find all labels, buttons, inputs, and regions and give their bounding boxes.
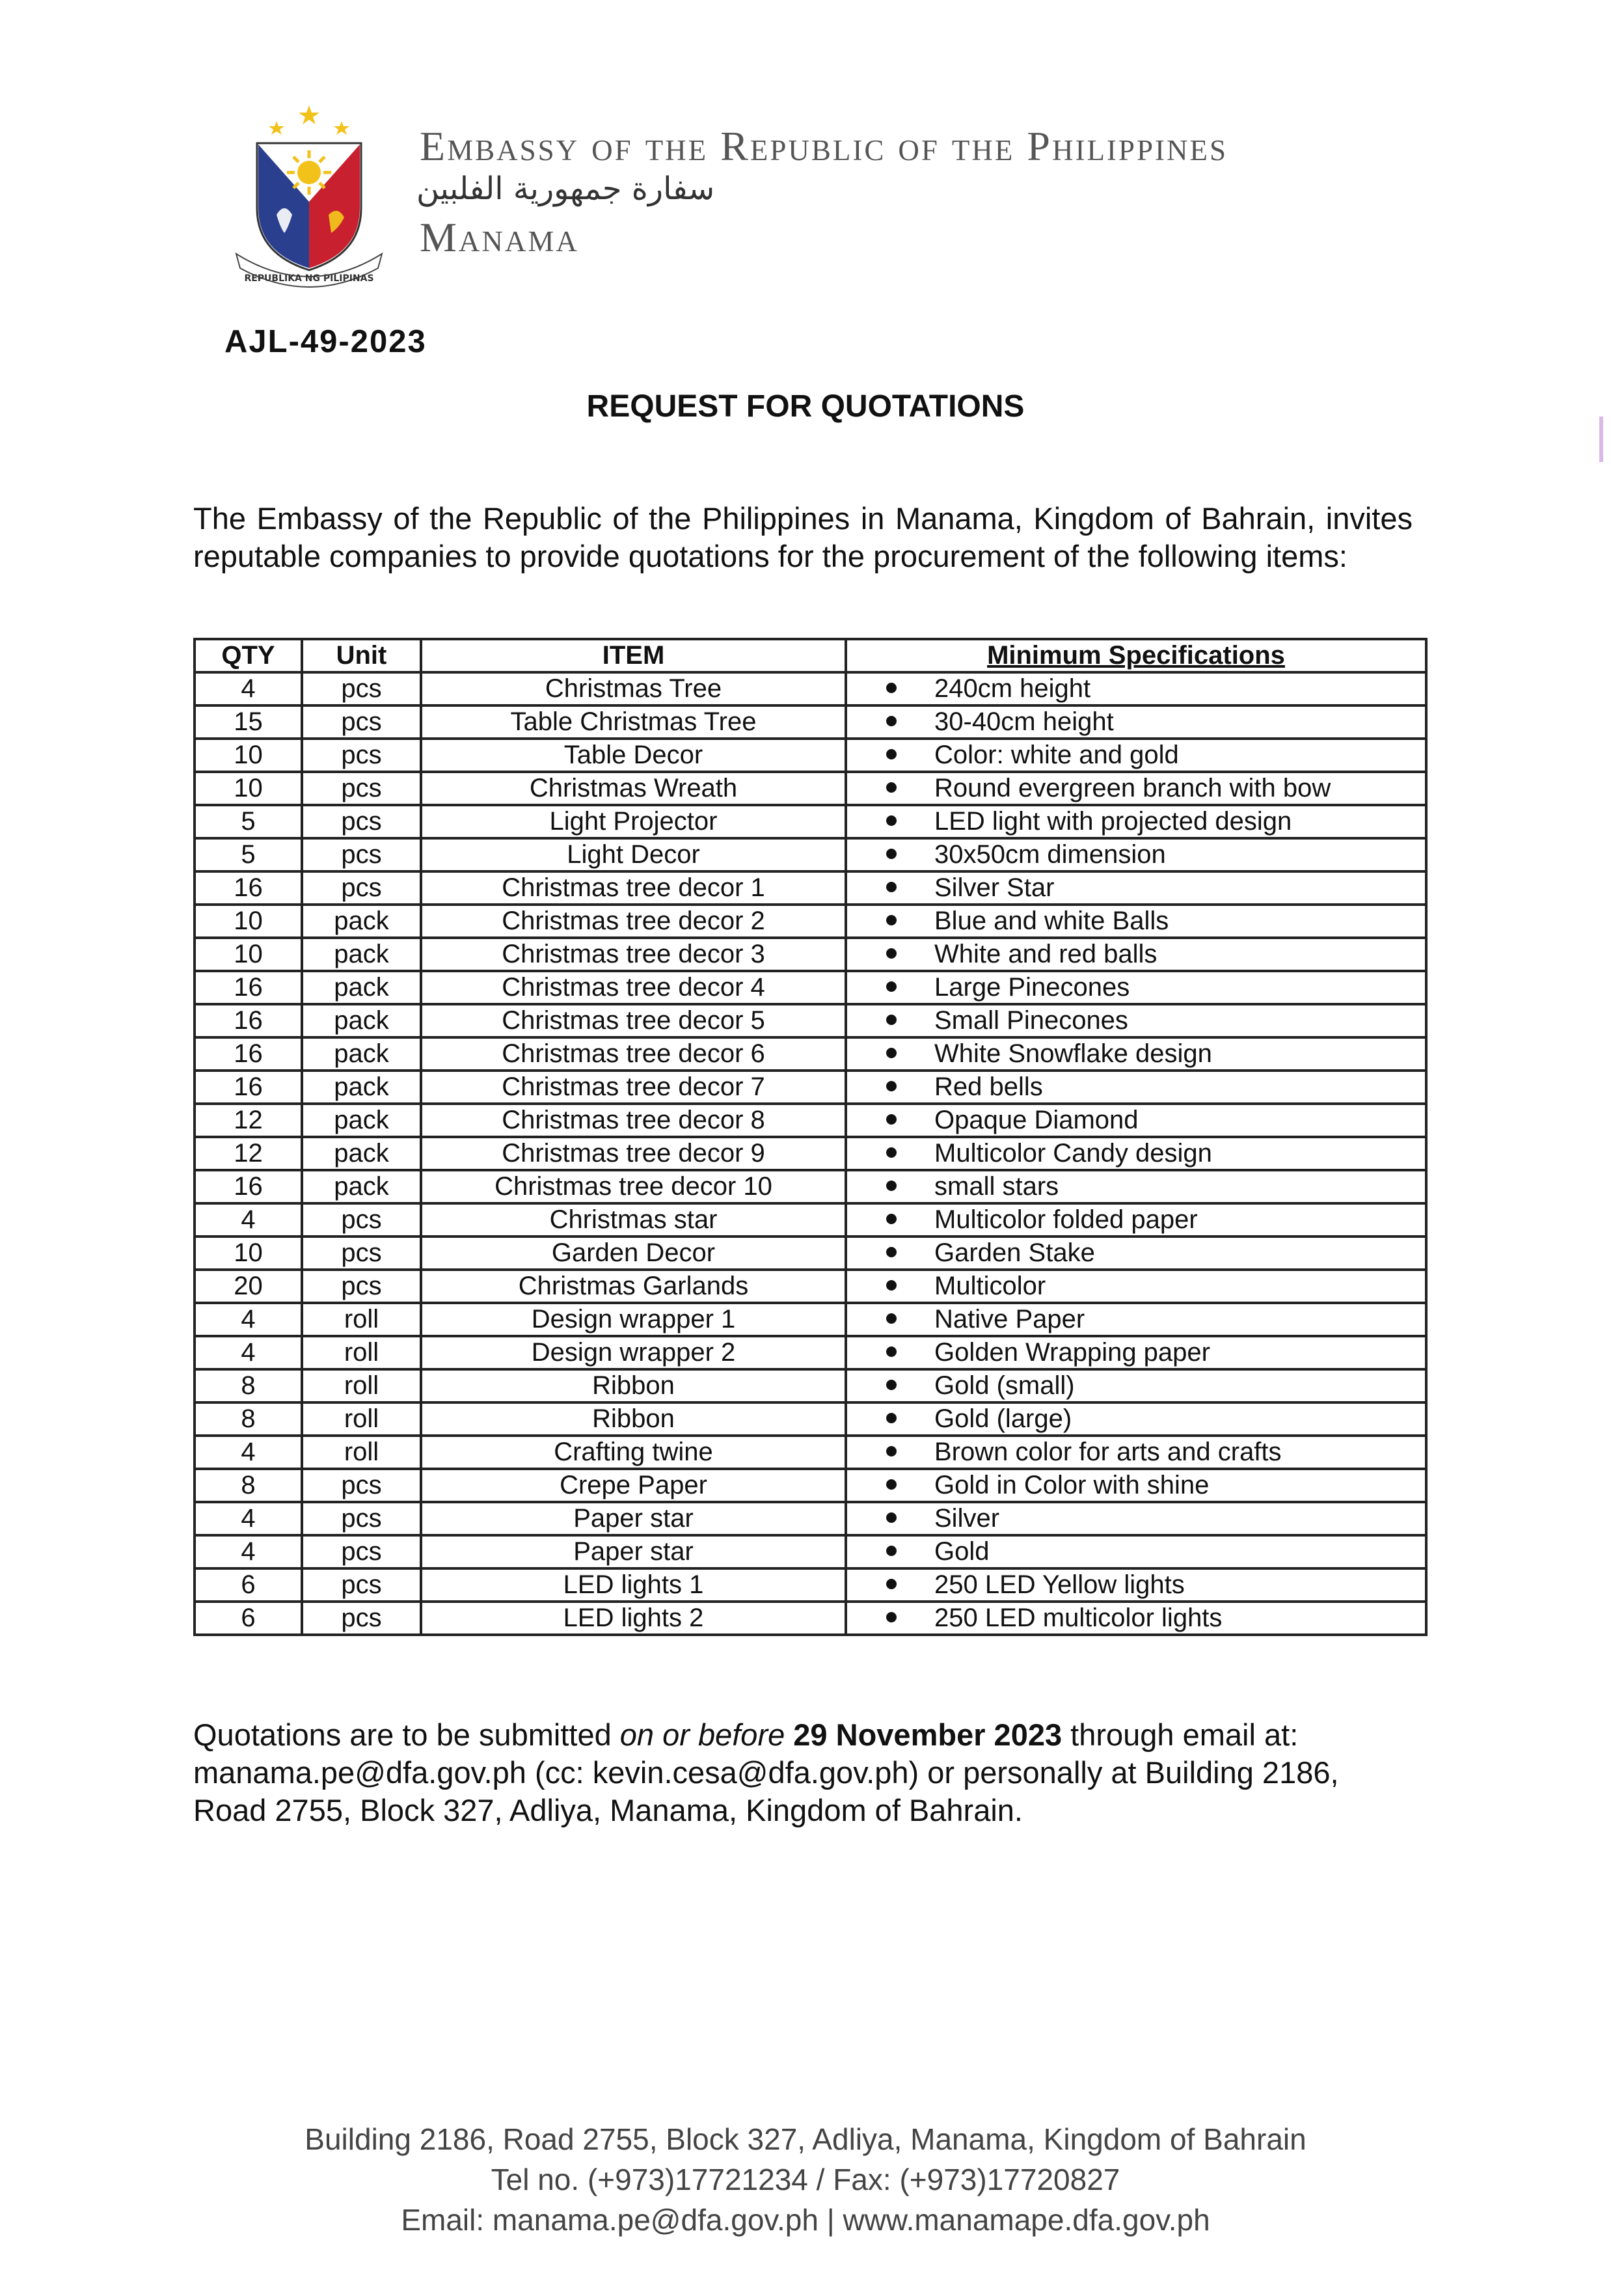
spec-text: Silver Star <box>934 873 1055 902</box>
cell-specification <box>846 1535 1426 1568</box>
bullet-icon <box>886 1546 897 1556</box>
cell-item: Christmas tree decor 1 <box>421 871 846 905</box>
bullet-icon <box>886 1114 897 1125</box>
spec-text: 240cm height <box>934 674 1091 703</box>
bullet-icon <box>886 849 897 859</box>
table-row <box>195 1237 1426 1270</box>
embassy-name-arabic: سفارة جمهورية الفلبين <box>416 171 715 207</box>
spec-text: White Snowflake design <box>934 1039 1212 1068</box>
cell-unit: pack <box>302 905 421 938</box>
cell-specification <box>846 1104 1426 1137</box>
header-item: ITEM <box>421 639 846 672</box>
cell-qty: 16 <box>195 1170 302 1203</box>
seal-star-top <box>299 105 319 124</box>
cell-qty: 10 <box>195 1237 302 1270</box>
cell-specification <box>846 1004 1426 1037</box>
bullet-icon <box>886 882 897 892</box>
bullet-icon <box>886 1479 897 1490</box>
cell-qty: 5 <box>195 805 302 838</box>
cell-unit: pack <box>302 1004 421 1037</box>
cell-item: Table Christmas Tree <box>421 705 846 739</box>
cell-specification <box>846 1071 1426 1104</box>
bullet-icon <box>886 1280 897 1291</box>
cell-item: Christmas tree decor 6 <box>421 1037 846 1071</box>
cell-qty: 16 <box>195 1071 302 1104</box>
cell-unit: pcs <box>302 838 421 871</box>
cell-qty: 10 <box>195 905 302 938</box>
cell-specification <box>846 1502 1426 1535</box>
cell-specification <box>846 871 1426 905</box>
cell-unit: pcs <box>302 871 421 905</box>
philippine-seal-logo <box>231 104 387 293</box>
table-row <box>195 1270 1426 1303</box>
table-row <box>195 1336 1426 1369</box>
closing-deadline-phrase: on or before <box>619 1717 785 1752</box>
embassy-city: Manama <box>420 214 579 260</box>
table-row <box>195 1369 1426 1402</box>
cell-item: Garden Decor <box>421 1237 846 1270</box>
spec-text: Red bells <box>934 1073 1043 1101</box>
footer-phone: Tel no. (+973)17721234 / Fax: (+973)17720827 <box>491 2163 1120 2196</box>
table-row <box>195 838 1426 871</box>
cell-unit: pcs <box>302 1568 421 1602</box>
cell-specification <box>846 705 1426 739</box>
cell-specification <box>846 1336 1426 1369</box>
cell-specification <box>846 838 1426 871</box>
cell-specification <box>846 672 1426 705</box>
table-row <box>195 1436 1426 1469</box>
spec-text: Round evergreen branch with bow <box>934 774 1331 802</box>
spec-text: Multicolor <box>934 1272 1046 1300</box>
cell-unit: pcs <box>302 1203 421 1237</box>
cell-item: Christmas tree decor 10 <box>421 1170 846 1203</box>
cell-item: Christmas tree decor 3 <box>421 938 846 971</box>
table-row <box>195 1137 1426 1170</box>
cell-unit: pcs <box>302 1237 421 1270</box>
cell-specification <box>846 971 1426 1004</box>
cell-qty: 12 <box>195 1137 302 1170</box>
table-row <box>195 1037 1426 1071</box>
cell-item: Design wrapper 2 <box>421 1336 846 1369</box>
spec-text: Blue and white Balls <box>934 907 1169 935</box>
cell-unit: pcs <box>302 1502 421 1535</box>
table-row <box>195 938 1426 971</box>
bullet-icon <box>886 1247 897 1257</box>
spec-text: Golden Wrapping paper <box>934 1338 1210 1367</box>
bullet-icon <box>886 1313 897 1324</box>
spec-text: Opaque Diamond <box>934 1106 1139 1134</box>
table-row <box>195 871 1426 905</box>
spec-text: small stars <box>934 1172 1059 1201</box>
cell-qty: 6 <box>195 1602 302 1635</box>
table-row <box>195 1104 1426 1137</box>
cell-item: Crepe Paper <box>421 1469 846 1502</box>
bullet-icon <box>886 782 897 793</box>
bullet-icon <box>886 683 897 693</box>
spec-text: Multicolor folded paper <box>934 1205 1198 1234</box>
cell-qty: 10 <box>195 938 302 971</box>
cell-item: Design wrapper 1 <box>421 1303 846 1336</box>
cell-unit: pcs <box>302 1602 421 1635</box>
cell-specification <box>846 1469 1426 1502</box>
spec-text: Brown color for arts and crafts <box>934 1438 1282 1466</box>
table-row <box>195 1535 1426 1568</box>
bullet-icon <box>886 1214 897 1224</box>
cell-specification <box>846 1436 1426 1469</box>
seal-star-right <box>334 121 349 135</box>
spec-text: Silver <box>934 1504 1000 1533</box>
cell-specification <box>846 1037 1426 1071</box>
cell-qty: 4 <box>195 672 302 705</box>
closing-paragraph <box>193 1716 1416 1829</box>
cell-item: Paper star <box>421 1535 846 1568</box>
cell-unit: pcs <box>302 1469 421 1502</box>
cell-unit: pcs <box>302 705 421 739</box>
cell-item: Crafting twine <box>421 1436 846 1469</box>
cell-qty: 8 <box>195 1469 302 1502</box>
spec-text: Color: white and gold <box>934 741 1179 769</box>
cell-qty: 5 <box>195 838 302 871</box>
cell-qty: 15 <box>195 705 302 739</box>
table-row <box>195 1004 1426 1037</box>
cell-item: Christmas tree decor 2 <box>421 905 846 938</box>
cell-unit: pcs <box>302 1535 421 1568</box>
footer-email: Email: manama.pe@dfa.gov.ph | www.manamape.dfa.gov.ph <box>401 2203 1210 2237</box>
cell-specification <box>846 1602 1426 1635</box>
cell-unit: pack <box>302 938 421 971</box>
table-row <box>195 971 1426 1004</box>
spec-text: Multicolor Candy design <box>934 1139 1212 1168</box>
cell-item: Christmas tree decor 4 <box>421 971 846 1004</box>
table-row <box>195 805 1426 838</box>
cell-qty: 4 <box>195 1336 302 1369</box>
table-row <box>195 1303 1426 1336</box>
cell-specification <box>846 1402 1426 1436</box>
cell-item: Christmas Tree <box>421 672 846 705</box>
cell-qty: 10 <box>195 772 302 805</box>
cell-unit: pcs <box>302 805 421 838</box>
table-row <box>195 1071 1426 1104</box>
header-unit: Unit <box>302 639 421 672</box>
table-header-row <box>195 639 1426 672</box>
cell-specification <box>846 805 1426 838</box>
cell-item: Light Decor <box>421 838 846 871</box>
spec-text: Gold (large) <box>934 1404 1072 1433</box>
cell-unit: pack <box>302 971 421 1004</box>
table-row <box>195 1502 1426 1535</box>
spec-text: Garden Stake <box>934 1238 1095 1267</box>
bullet-icon <box>886 915 897 925</box>
cell-specification <box>846 1137 1426 1170</box>
cell-unit: roll <box>302 1402 421 1436</box>
spec-text: 30x50cm dimension <box>934 840 1166 869</box>
spec-text: 30-40cm height <box>934 707 1114 736</box>
cell-specification <box>846 1568 1426 1602</box>
table-row <box>195 1170 1426 1203</box>
spec-text: LED light with projected design <box>934 807 1292 836</box>
cell-item: Christmas Garlands <box>421 1270 846 1303</box>
cell-qty: 6 <box>195 1568 302 1602</box>
items-table <box>193 638 1428 1636</box>
svg-text:REPUBLIKA NG PILIPINAS: REPUBLIKA NG PILIPINAS <box>244 273 374 284</box>
cell-unit: pack <box>302 1071 421 1104</box>
cell-item: Table Decor <box>421 739 846 772</box>
spec-text: Gold in Color with shine <box>934 1471 1210 1499</box>
cell-qty: 20 <box>195 1270 302 1303</box>
bullet-icon <box>886 1015 897 1025</box>
table-row <box>195 739 1426 772</box>
cell-specification <box>846 1203 1426 1237</box>
cell-qty: 4 <box>195 1436 302 1469</box>
bullet-icon <box>886 1346 897 1357</box>
spec-text: 250 LED multicolor lights <box>934 1604 1223 1632</box>
cell-item: Christmas star <box>421 1203 846 1237</box>
seal-star-left <box>269 121 284 135</box>
closing-deadline-date: 29 November 2023 <box>793 1717 1063 1752</box>
cell-item: Paper star <box>421 1502 846 1535</box>
cell-qty: 8 <box>195 1402 302 1436</box>
cell-item: Light Projector <box>421 805 846 838</box>
cell-item: Christmas Wreath <box>421 772 846 805</box>
seal-sun <box>287 150 331 195</box>
cell-specification <box>846 1237 1426 1270</box>
cell-unit: pcs <box>302 672 421 705</box>
cell-unit: pack <box>302 1104 421 1137</box>
table-row <box>195 672 1426 705</box>
cell-unit: roll <box>302 1336 421 1369</box>
cell-specification <box>846 1170 1426 1203</box>
cell-unit: pcs <box>302 772 421 805</box>
spec-text: White and red balls <box>934 940 1157 968</box>
table-row <box>195 905 1426 938</box>
bullet-icon <box>886 749 897 759</box>
page-edge-mark <box>1599 417 1603 462</box>
bullet-icon <box>886 1048 897 1058</box>
spec-text: Gold (small) <box>934 1371 1075 1400</box>
cell-item: LED lights 2 <box>421 1602 846 1635</box>
header-specifications: Minimum Specifications <box>846 639 1426 672</box>
bullet-icon <box>886 716 897 726</box>
table-row <box>195 1203 1426 1237</box>
bullet-icon <box>886 1446 897 1456</box>
cell-qty: 8 <box>195 1369 302 1402</box>
cell-unit: roll <box>302 1303 421 1336</box>
cell-unit: pack <box>302 1037 421 1071</box>
cell-specification <box>846 1270 1426 1303</box>
cell-qty: 10 <box>195 739 302 772</box>
bullet-icon <box>886 981 897 992</box>
footer-address: Building 2186, Road 2755, Block 327, Adliya, Manama, Kingdom of Bahrain <box>305 2122 1306 2156</box>
cell-qty: 16 <box>195 1004 302 1037</box>
table-row <box>195 1402 1426 1436</box>
bullet-icon <box>886 1579 897 1589</box>
cell-qty: 4 <box>195 1502 302 1535</box>
embassy-name: Embassy of the Republic of the Philippines <box>420 123 1228 169</box>
bullet-icon <box>886 1081 897 1091</box>
spec-text: Native Paper <box>934 1305 1085 1333</box>
reference-number: AJL-49-2023 <box>224 324 427 359</box>
table-row <box>195 705 1426 739</box>
cell-unit: pcs <box>302 739 421 772</box>
bullet-icon <box>886 1413 897 1423</box>
cell-item: Christmas tree decor 8 <box>421 1104 846 1137</box>
cell-item: Ribbon <box>421 1369 846 1402</box>
bullet-icon <box>886 1612 897 1622</box>
cell-specification <box>846 772 1426 805</box>
closing-text-2: through email at: manama.pe@dfa.gov.ph (cc: kevin.cesa@dfa.gov.ph) or personally at Building 2186, Road 2755, Block 327, Adliya, Manama, Kingdom of Bahrain. <box>193 1717 1339 1827</box>
cell-item: Christmas tree decor 5 <box>421 1004 846 1037</box>
table-row <box>195 1469 1426 1502</box>
closing-text-1: Quotations are to be submitted <box>193 1717 620 1752</box>
cell-item: Ribbon <box>421 1402 846 1436</box>
cell-specification <box>846 938 1426 971</box>
spec-text: Small Pinecones <box>934 1006 1128 1035</box>
table-row <box>195 1568 1426 1602</box>
cell-qty: 4 <box>195 1203 302 1237</box>
spec-text: Large Pinecones <box>934 973 1130 1002</box>
cell-unit: pcs <box>302 1270 421 1303</box>
header-qty: QTY <box>195 639 302 672</box>
bullet-icon <box>886 1147 897 1158</box>
cell-qty: 16 <box>195 1037 302 1071</box>
spec-text: 250 LED Yellow lights <box>934 1570 1185 1599</box>
cell-unit: pack <box>302 1137 421 1170</box>
cell-qty: 16 <box>195 871 302 905</box>
cell-specification <box>846 1303 1426 1336</box>
table-row <box>195 772 1426 805</box>
cell-qty: 12 <box>195 1104 302 1137</box>
cell-specification <box>846 905 1426 938</box>
cell-item: LED lights 1 <box>421 1568 846 1602</box>
cell-item: Christmas tree decor 9 <box>421 1137 846 1170</box>
items-table-body <box>195 672 1426 1635</box>
cell-qty: 16 <box>195 971 302 1004</box>
cell-unit: pack <box>302 1170 421 1203</box>
cell-specification <box>846 739 1426 772</box>
bullet-icon <box>886 815 897 826</box>
page-footer <box>0 2119 1611 2240</box>
cell-qty: 4 <box>195 1535 302 1568</box>
cell-unit: roll <box>302 1436 421 1469</box>
intro-paragraph: The Embassy of the Republic of the Philippines in Manama, Kingdom of Bahrain, invites reputable companies to provide quotations for the procurement of the following items: <box>193 501 1413 573</box>
spec-text: Gold <box>934 1537 990 1566</box>
bullet-icon <box>886 1181 897 1191</box>
cell-qty: 4 <box>195 1303 302 1336</box>
document-title: REQUEST FOR QUOTATIONS <box>586 389 1025 424</box>
cell-unit: roll <box>302 1369 421 1402</box>
cell-item: Christmas tree decor 7 <box>421 1071 846 1104</box>
table-row <box>195 1602 1426 1635</box>
bullet-icon <box>886 1380 897 1390</box>
bullet-icon <box>886 948 897 959</box>
cell-specification <box>846 1369 1426 1402</box>
bullet-icon <box>886 1512 897 1523</box>
